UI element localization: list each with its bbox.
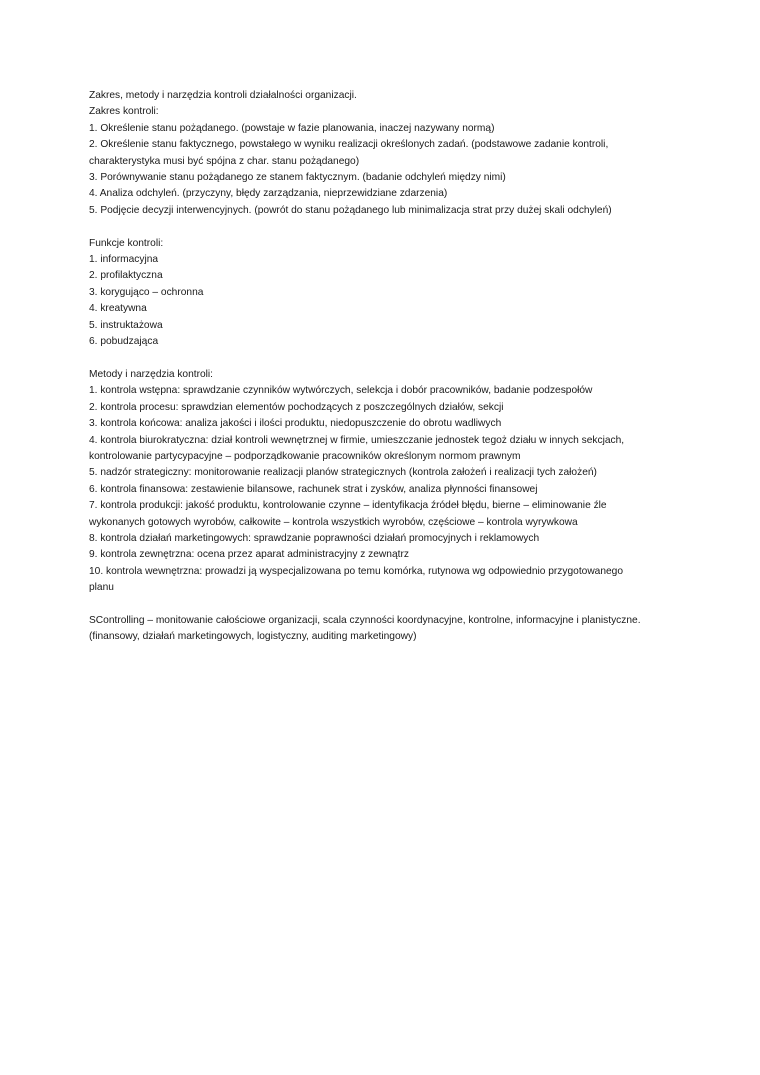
- methods-line: 7. kontrola produkcji: jakość produktu, kontrolowanie czynne – identyfikacja źródeł błędu, bierne – eliminowanie źle: [89, 500, 607, 512]
- methods-line: 4. kontrola biurokratyczna: dział kontroli wewnętrznej w firmie, umieszczanie jednostek tegoż działu w innych sekcjach,: [89, 434, 625, 446]
- methods-line: 6. kontrola finansowa: zestawienie bilansowe, rachunek strat i zysków, analiza płynności finansowej: [89, 483, 538, 495]
- methods-line: 5. nadzór strategiczny: monitorowanie realizacji planów strategicznych (kontrola założeń i realizacji tych założeń): [89, 467, 597, 479]
- scope-section: [89, 104, 679, 219]
- functions-heading: Funkcje kontroli:: [89, 237, 164, 249]
- scope-line: 4. Analiza odchyleń. (przyczyny, błędy zarządzania, nieprzewidziane zdarzenia): [89, 188, 448, 200]
- methods-line: 10. kontrola wewnętrzna: prowadzi ją wyspecjalizowana po temu komórka, rutynowa wg odpowiednio przygotowanego: [89, 565, 624, 577]
- methods-line: 9. kontrola zewnętrzna: ocena przez aparat administracyjny z zewnątrz: [89, 549, 409, 561]
- functions-item: 5. instruktażowa: [89, 319, 163, 331]
- controlling-line: SControlling – monitowanie całościowe organizacji, scala czynności koordynacyjne, kontrolne, informacyjne i planistyczne.: [89, 614, 641, 626]
- document-title: Zakres, metody i narzędzia kontroli działalności organizacji.: [89, 90, 357, 101]
- functions-item: 1. informacyjna: [89, 254, 159, 266]
- scope-line: charakterystyka musi być spójna z char. stanu pożądanego): [89, 155, 360, 167]
- scope-line: 1. Określenie stanu pożądanego. (powstaje w fazie planowania, inaczej nazywany normą): [89, 122, 495, 134]
- functions-item: 4. kreatywna: [89, 303, 147, 315]
- paragraph-gap: [89, 597, 679, 613]
- functions-section: [89, 236, 679, 351]
- scope-line: 3. Porównywanie stanu pożądanego ze stanem faktycznym. (badanie odchyleń między nimi): [89, 172, 506, 184]
- paragraph-gap: [89, 219, 679, 235]
- methods-line: 8. kontrola działań marketingowych: sprawdzanie poprawności działań promocyjnych i reklamowych: [89, 532, 540, 544]
- methods-line: 1. kontrola wstępna: sprawdzanie czynników wytwórczych, selekcja i dobór pracowników, badanie podzespołów: [89, 385, 593, 397]
- methods-heading: Metody i narzędzia kontroli:: [89, 368, 214, 380]
- controlling-line: (finansowy, działań marketingowych, logistyczny, auditing marketingowy): [89, 631, 417, 643]
- methods-line: 2. kontrola procesu: sprawdzian elementów pochodzących z poszczególnych działów, sekcji: [89, 401, 504, 413]
- paragraph-gap: [89, 350, 679, 366]
- functions-item: 3. korygująco – ochronna: [89, 286, 204, 298]
- controlling-section: [89, 613, 679, 646]
- functions-item: 6. pobudzająca: [89, 336, 159, 348]
- methods-line: 3. kontrola końcowa: analiza jakości i ilości produktu, niedopuszczenie do obrotu wadliwych: [89, 418, 502, 430]
- document-body: [89, 88, 679, 646]
- scope-line: 2. Określenie stanu faktycznego, powstałego w wyniku realizacji określonych zadań. (podstawowe zadanie kontroli,: [89, 139, 609, 151]
- functions-item: 2. profilaktyczna: [89, 270, 163, 282]
- methods-line: wykonanych gotowych wyrobów, całkowite – kontrola wszystkich wyrobów, częściowe – kontrola wyrywkowa: [89, 516, 578, 528]
- scope-line: 5. Podjęcie decyzji interwencyjnych. (powrót do stanu pożądanego lub minimalizacja strat przy dużej skali odchyleń): [89, 204, 612, 216]
- methods-section: [89, 367, 679, 597]
- scope-heading: Zakres kontroli:: [89, 106, 159, 118]
- methods-line: kontrolowanie partycypacyjne – podporządkowanie pracowników określonym normom prawnym: [89, 450, 521, 462]
- methods-line: planu: [89, 582, 114, 594]
